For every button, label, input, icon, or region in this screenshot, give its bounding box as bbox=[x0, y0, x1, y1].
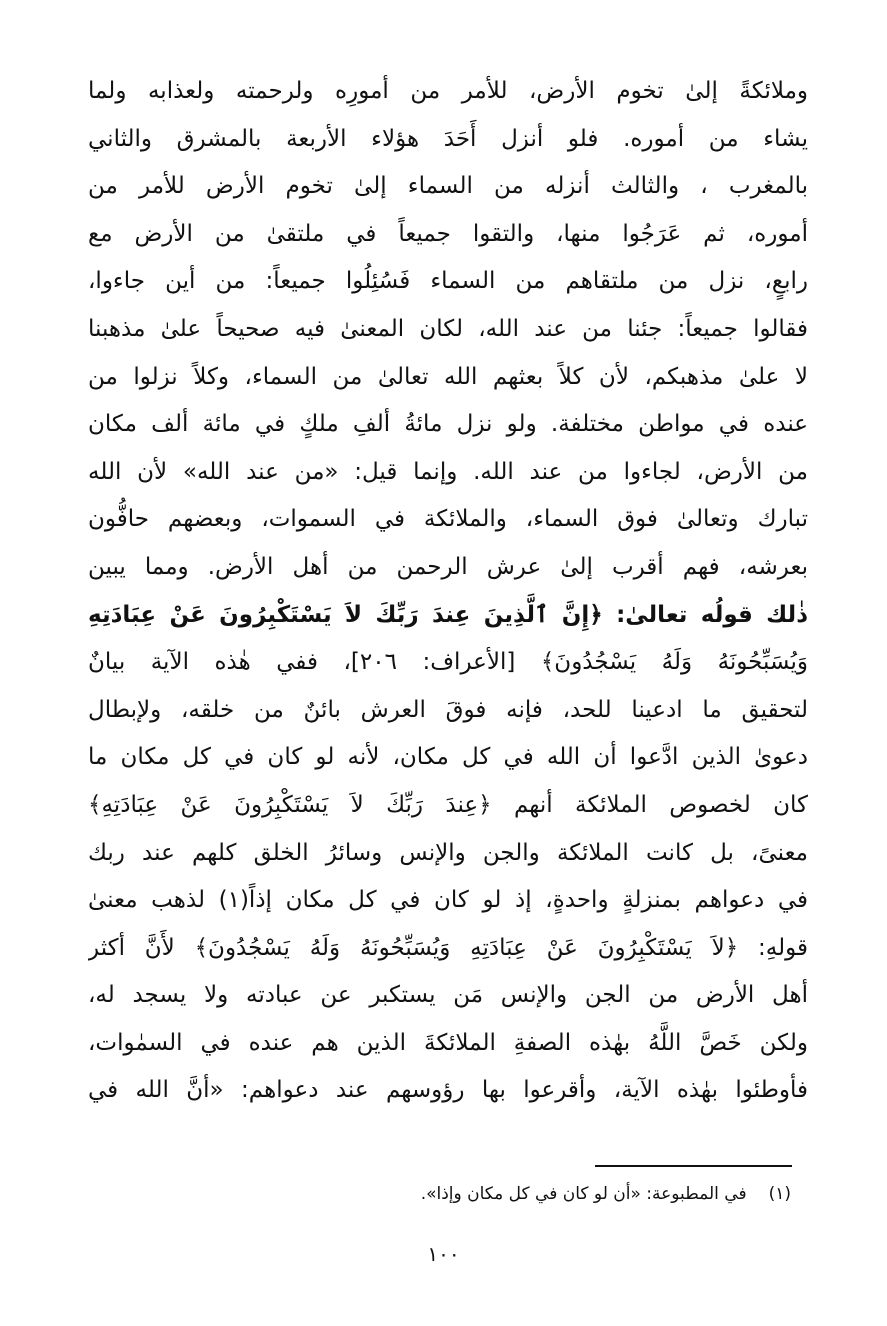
body-line: معنىً، بل كانت الملائكة والجن والإنس وسائرُ الخلق كلهم عند ربك bbox=[88, 839, 808, 866]
footnote bbox=[91, 1180, 791, 1208]
body-line: فقالوا جميعاً: جئنا من عند الله، لكان المعنىٰ فيه صحيحاً علىٰ مذهبنا bbox=[88, 315, 808, 342]
footnote-text: في المطبوعة: «أن لو كان في كل مكان وإذا». bbox=[420, 1184, 747, 1204]
body-line: لا علىٰ مذهبكم، لأن كلاً بعثهم الله تعالىٰ من السماء، وكلاً نزلوا من bbox=[88, 363, 808, 390]
body-line: ولكن خَصَّ اللَّهُ بهٰذه الصفةِ الملائكةَ الذين هم عنده في السمٰوات، bbox=[88, 1029, 808, 1056]
body-line: من الأرض، لجاءوا من عند الله. وإنما قيل: «من عند الله» لأن الله bbox=[88, 458, 808, 485]
body-line: رابعٍ، نزل من ملتقاهم من السماء فَسُئِلُوا جميعاً: من أين جاءوا، bbox=[88, 268, 808, 295]
page-number: ١٠٠ bbox=[427, 1242, 460, 1266]
body-line: فأوطئوا بهٰذه الآية، وأقرعوا بها رؤوسهم عند دعواهم: «أنَّ الله في bbox=[88, 1077, 808, 1104]
body-line: بعرشه، فهم أقرب إلىٰ عرش الرحمن من أهل الأرض. ومما يبين bbox=[88, 553, 808, 580]
footnote-divider bbox=[595, 1165, 792, 1167]
body-line: عنده في مواطن مختلفة. ولو نزل مائةُ ألفِ ملكٍ في مائة ألف مكان bbox=[88, 411, 808, 438]
body-line: لتحقيق ما ادعينا للحد، فإنه فوقَ العرش بائنٌ من خلقه، ولإبطال bbox=[88, 696, 808, 723]
body-line: يشاء من أموره. فلو أنزل أَحَدَ هؤلاء الأربعة بالمشرق والثاني bbox=[88, 125, 808, 152]
body-text bbox=[88, 68, 808, 1115]
footnote-number: (١) bbox=[768, 1184, 791, 1204]
body-line: كان لخصوص الملائكة أنهم ﴿عِندَ رَبِّكَ لاَ يَسْتَكْبِرُونَ عَنْ عِبَادَتِهِ﴾ bbox=[88, 791, 808, 818]
body-line: وَيُسَبِّحُونَهُ وَلَهُ يَسْجُدُونَ﴾ [الأعراف: ٢٠٦]، ففي هٰذه الآية بيانٌ bbox=[88, 649, 808, 676]
body-line: قولهِ: ﴿لاَ يَسْتَكْبِرُونَ عَنْ عِبَادَتِهِ وَيُسَبِّحُونَهُ وَلَهُ يَسْجُدُونَ﴾ لأَنَّ أكثر bbox=[88, 934, 808, 961]
body-line: تبارك وتعالىٰ فوق السماء، والملائكة في السموات، وبعضهم حافُّون bbox=[88, 506, 808, 533]
body-line: بالمغرب ، والثالث أنزله من السماء إلىٰ تخوم الأرض للأمر من bbox=[88, 173, 808, 200]
body-line: أهل الأرض من الجن والإنس مَن يستكبر عن عبادته ولا يسجد له، bbox=[88, 982, 808, 1009]
body-line: في دعواهم بمنزلةٍ واحدةٍ، إذ لو كان في كل مكان إذاً(١) لذهب معنىٰ bbox=[88, 887, 808, 914]
body-line-quran-verse: ذٰلك قولُه تعالىٰ: ﴿إِنَّ ٱلَّذِينَ عِندَ رَبِّكَ لاَ يَسْتَكْبِرُونَ عَنْ عِبَادَتِهِ bbox=[88, 601, 808, 628]
body-line: دعوىٰ الذين ادَّعوا أن الله في كل مكان، لأنه لو كان في كل مكان ما bbox=[88, 744, 808, 771]
body-line: أموره، ثم عَرَجُوا منها، والتقوا جميعاً في ملتقىٰ من الأرض مع bbox=[88, 220, 808, 247]
body-line: وملائكةً إلىٰ تخوم الأرض، للأمر من أمورِه ولرحمته ولعذابه ولما bbox=[88, 78, 808, 104]
